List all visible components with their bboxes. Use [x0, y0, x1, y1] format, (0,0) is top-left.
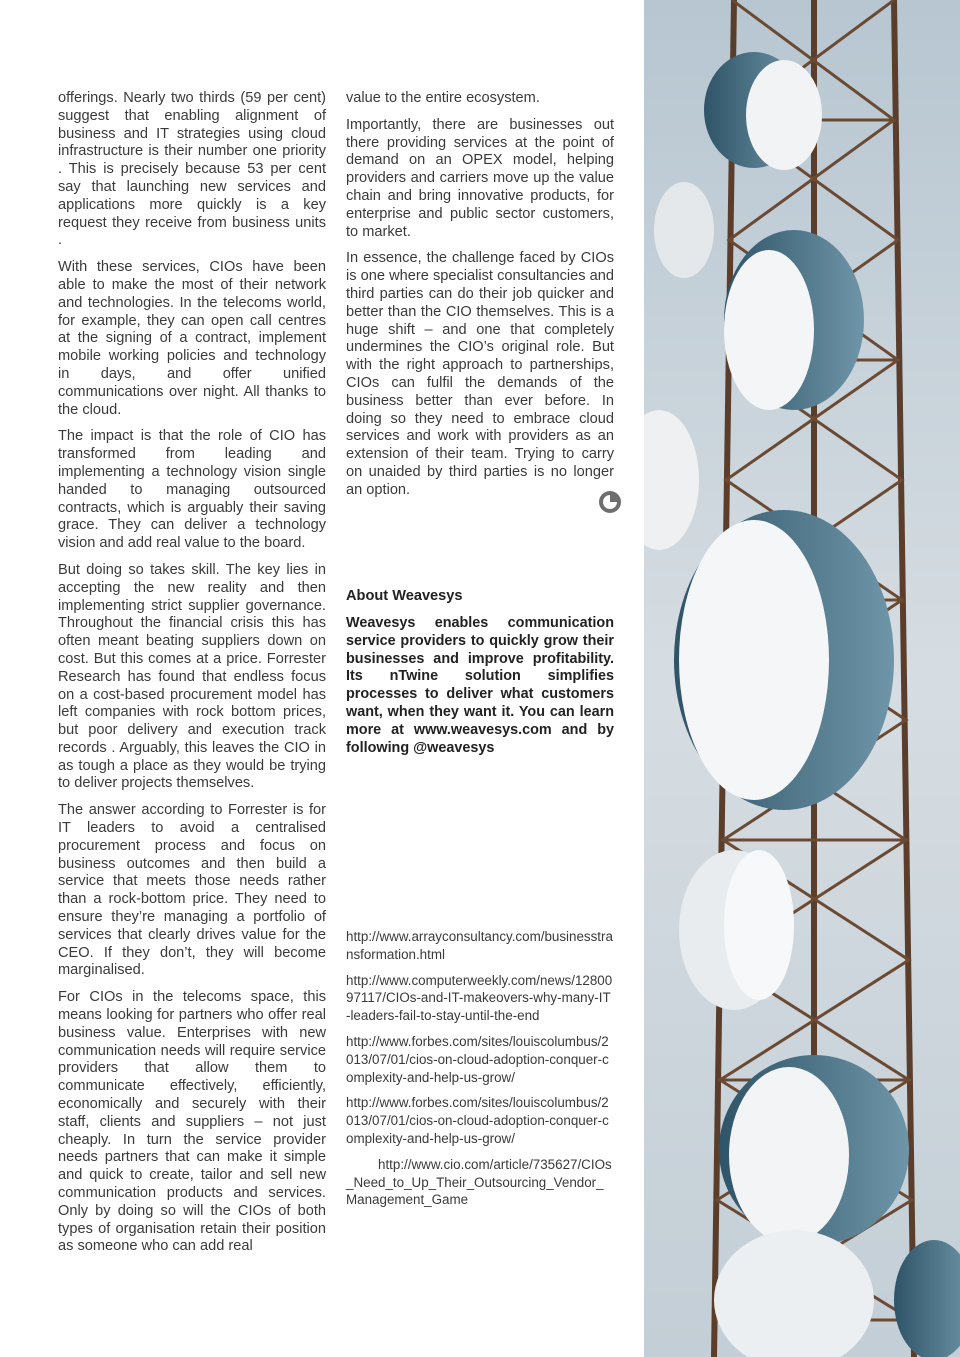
telecom-tower-photo — [644, 0, 960, 1357]
paragraph: The impact is that the role of CIO has transformed from leading and implementing a technology vision single handed to managing outsourced contracts, which is arguably their saving grace. They can deliver a technology vision and add real value to the board. — [58, 428, 326, 552]
reference-link[interactable]: http://www.forbes.com/sites/louiscolumbus/2013/07/01/cios-on-cloud-adoption-conquer-complexity-and-help-us-grow/ — [346, 1095, 609, 1146]
left-text-column — [58, 90, 326, 1265]
paragraph: The answer according to Forrester is for IT leaders to avoid a centralised procurement process and focus on business outcomes and then build a service that meets those needs rather than a rock-bottom price. They need to ensure they’re managing a portfolio of services that clearly drives value for the CEO. If they don’t, they will become marginalised. — [58, 802, 326, 979]
end-of-article-icon — [598, 490, 622, 514]
paragraph: value to the entire ecosystem. — [346, 90, 540, 106]
reference-link[interactable]: http://www.cio.com/article/735627/CIOs_Need_to_Up_Their_Outsourcing_Vendor_Management_Game — [346, 1156, 612, 1208]
middle-text-column — [346, 90, 614, 509]
about-heading: About Weavesys — [346, 588, 463, 604]
paragraph: In essence, the challenge faced by CIOs is one where specialist consultancies and third parties can do their job quicker and better than the CIO themselves. This is a huge shift – and one that completely undermines the CIO’s original role. But with the right approach to partnerships, CIOs can fulfil the demands of the business better than ever before. In doing so they need to embrace cloud services and work with providers as an extension of their team. Trying to carry on unaided by third parties is no longer an option. — [346, 250, 614, 498]
reference-link[interactable]: http://www.computerweekly.com/news/1280097117/CIOs-and-IT-makeovers-why-many-IT-leaders-fail-to-stay-until-the-end — [346, 972, 613, 1024]
paragraph: But doing so takes skill. The key lies in accepting the new reality and then implementing strict supplier governance. Throughout the financial crisis this has often meant beating suppliers down on cost. But this comes at a price. Forrester Research has found that endless focus on a cost-based procurement model has left companies with rock bottom prices, but poor delivery and execution track records . Arguably, this leaves the CIO in as tough a place as they would be trying to deliver projects themselves. — [58, 561, 326, 792]
about-body: Weavesys enables communication service providers to quickly grow their businesses and improve profitability. Its nTwine solution simplifies processes to deliver what customers want, when they want it. You can learn more at www.weavesys.com and by following @weavesys — [346, 615, 614, 756]
reference-link[interactable]: http://www.forbes.com/sites/louiscolumbus/2013/07/01/cios-on-cloud-adoption-conquer-complexity-and-help-us-grow/ — [346, 1033, 609, 1085]
paragraph: For CIOs in the telecoms space, this means looking for partners who offer real business value. Enterprises with new communication needs will require service providers that allow them to communicate effectively, efficiently, economically and securely with their staff, clients and suppliers – not just cheaply. In turn the service provider needs partners that can make it simple and quick to create, tailor and sell new communication products and services. Only by doing so will the CIOs of both types of organisation retain their position as someone who can add real — [58, 989, 326, 1255]
paragraph: With these services, CIOs have been able to make the most of their network and technologies. In the telecoms world, for example, they can open call centres at the signing of a contract, implement mobile working policies and technology in days, and offer unified communications over night. All thanks to the cloud. — [58, 259, 326, 418]
references-list — [346, 928, 614, 1217]
reference-link[interactable]: http://www.arrayconsultancy.com/businesstransformation.html — [346, 929, 613, 962]
paragraph: Importantly, there are businesses out there providing services at the point of demand on an OPEX model, helping providers and carriers move up the value chain and bring innovative products, for enterprise and public sector customers, to market. — [346, 116, 614, 240]
paragraph: offerings. Nearly two thirds (59 per cent) suggest that enabling alignment of business and IT strategies using cloud infrastructure is their number one priority . This is precisely because 53 per cent say that launching new services and applications more quickly is a key request they receive from business units . — [58, 90, 326, 249]
